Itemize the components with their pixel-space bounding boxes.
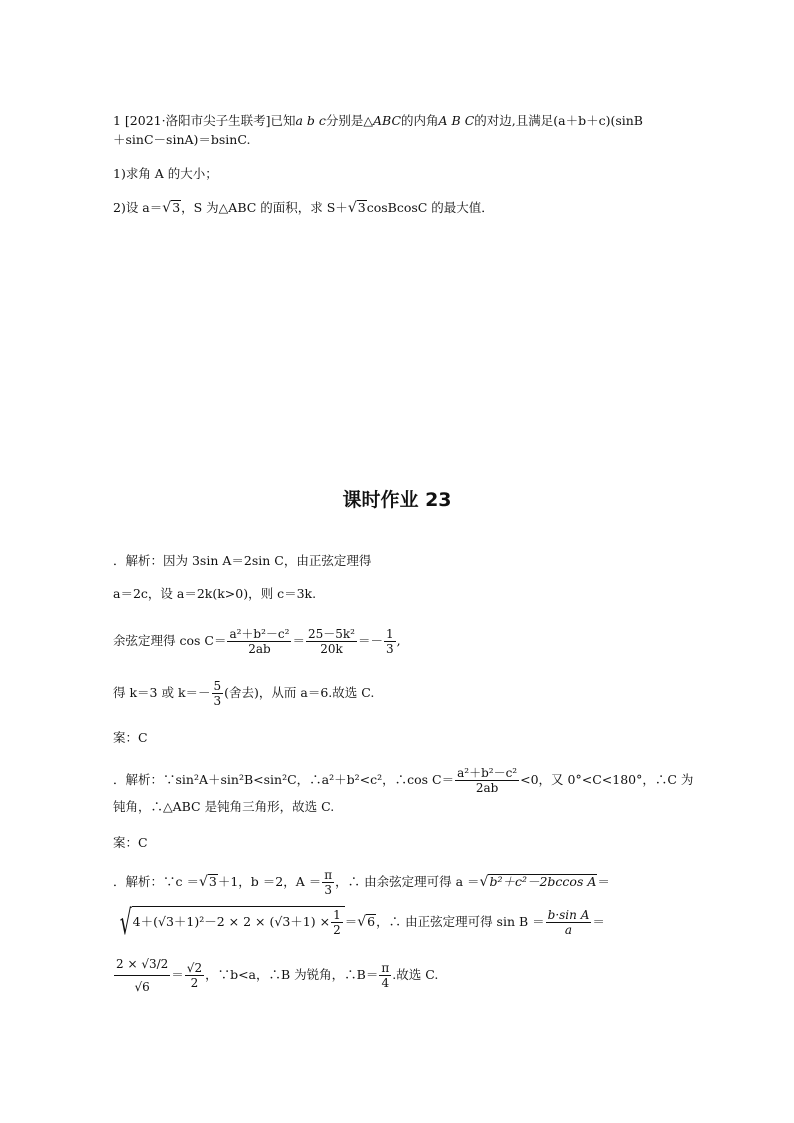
frac-num: 2 × √3/2 [114, 953, 170, 976]
frac-den: 3 [385, 642, 394, 656]
sqrt-6: 6 [367, 914, 376, 929]
frac-den: 2ab [248, 642, 271, 656]
fraction-pi-3 [322, 868, 334, 897]
fraction-cos2 [455, 766, 519, 795]
sol3-line2: √4＋(√3＋1)²－2 × 2 × (√3＋1) × $\frac{1}{2}$ ＝√6，∴ 由正弦定理可得 sin B ＝ $\frac{\text{b·sin A}}{a}$ ＝ [119, 902, 605, 943]
sqrt-3: 3 [208, 874, 217, 889]
frac-num: π [381, 961, 390, 975]
sol2-text-post: <0，又 0°<C<180°，∴C 为 [520, 772, 694, 787]
sol1-line3 [113, 624, 401, 658]
fraction-sqrt2-2 [185, 961, 204, 990]
sol3-text-mid: ，∵b<a，∴B 为锐角，∴B＝ [205, 967, 379, 982]
equals-minus: ＝－ [357, 633, 383, 648]
sol3-text: ．解析：∵c ＝ [113, 874, 199, 889]
fraction-half [331, 908, 343, 937]
sol2-line2: 钝角，∴△ABC 是钝角三角形，故选 C. [113, 799, 335, 814]
question-condition: 的对边,且满足(a＋b＋c)(sinB [474, 113, 643, 128]
sol1-line2: a＝2c，设 a＝2k(k>0)，则 c＝3k. [113, 586, 317, 601]
part2-text-post: cosBcosC 的最大值． [366, 200, 494, 215]
equals: ＝ [171, 967, 184, 982]
equals: ＝ [597, 874, 610, 889]
part2-text: 2)设 a＝ [113, 200, 163, 215]
frac-den: 2 [190, 976, 199, 990]
sol1-line4 [113, 676, 374, 710]
equals: ＝ [292, 633, 305, 648]
fraction-pi-4 [379, 961, 391, 990]
big-radicand [132, 906, 345, 937]
sol1-cos-text: 余弦定理得 cos C＝ [113, 633, 227, 648]
frac-num: 1 [333, 908, 341, 922]
frac-den: a [564, 923, 573, 937]
radicand-text: 4＋(√3＋1)²－2 × 2 × (√3＋1) × [132, 914, 331, 929]
sol2-text: ．解析：∵sin²A＋sin²B<sin²C，∴a²＋b²<c²，∴cos C＝ [113, 772, 455, 787]
frac-num: b·sin A [547, 908, 590, 922]
comma: , [396, 633, 401, 648]
question-stem-line2: ＋sinC－sinA)＝bsinC. [113, 132, 251, 147]
equals: ＝ [344, 914, 358, 929]
part2-text-mid: ，S 为△ABC 的面积，求 S＋ [181, 200, 348, 215]
frac-num: a²＋b²－c² [229, 627, 290, 641]
sqrt-3: 3 [172, 200, 181, 215]
question-vars: a b c [295, 113, 326, 128]
question-part2: 2)设 a＝√3，S 为△ABC 的面积，求 S＋√3cosBcosC 的最大值． [113, 200, 494, 216]
question-text2: 的内角 [401, 113, 439, 128]
section-title: 课时作业 23 [342, 489, 452, 511]
sol1-line1: ．解析：因为 3sin A＝2sin C，由正弦定理得 [113, 553, 372, 568]
question-angles: A B C [438, 113, 475, 128]
sqrt-3b: 3 [357, 200, 366, 215]
sol3-line1: ．解析：∵c ＝√3＋1，b ＝2，A ＝ $\frac{\pi}{3}$ ，∴ 由余弦定理可得 a ＝√b²＋c²－2bccos A＝ [113, 868, 610, 897]
equals: ＝ [592, 914, 605, 929]
fraction-big [114, 953, 170, 998]
sol3-line3 [113, 950, 438, 1000]
sol3-text-a: ＋1，b ＝2，A ＝ [217, 874, 322, 889]
sol3-conclusion: .故选 C. [392, 967, 439, 982]
sol1-answer: 案：C [113, 730, 148, 745]
fraction-sinb [546, 908, 592, 937]
fraction-cos [227, 627, 291, 656]
frac-den: 2ab [475, 781, 499, 795]
frac-den: 3 [213, 694, 222, 708]
question-text: 分别是△ [325, 113, 373, 128]
big-radical-icon: √ [119, 902, 132, 943]
fraction-value [306, 627, 357, 656]
frac-den: √6 [134, 980, 150, 994]
question-stem-line1 [113, 113, 643, 129]
fraction-five-thirds [212, 679, 224, 708]
sol3-text-b: ，∴ 由余弦定理可得 a ＝ [335, 874, 480, 889]
frac-num: 25－5k² [307, 627, 355, 641]
question-part1: 1)求角 A 的大小； [113, 166, 218, 181]
sol3-text-sine: ，∴ 由正弦定理可得 sin B ＝ [376, 914, 545, 929]
question-triangle: ABC [373, 113, 402, 128]
sol2-answer: 案：C [113, 835, 148, 850]
frac-num: 1 [385, 627, 394, 641]
sol1-conclusion: (舍去)，从而 a＝6.故选 C. [224, 685, 375, 700]
frac-num: 5 [213, 679, 222, 693]
frac-num: π [324, 868, 333, 882]
frac-den: 2 [333, 923, 341, 937]
sol2-line1 [113, 763, 693, 797]
sqrt-cosine-law: b²＋c²－2bccos A [489, 874, 597, 889]
frac-den: 3 [324, 883, 333, 897]
question-source: 1 [2021·洛阳市尖子生联考]已知 [113, 113, 296, 128]
fraction-third [384, 627, 396, 656]
frac-den: 20k [320, 642, 343, 656]
frac-num: a²＋b²－c² [457, 766, 518, 780]
sol1-k-text: 得 k＝3 或 k＝－ [113, 685, 211, 700]
frac-den: 4 [381, 976, 390, 990]
frac-num: √2 [186, 961, 203, 975]
